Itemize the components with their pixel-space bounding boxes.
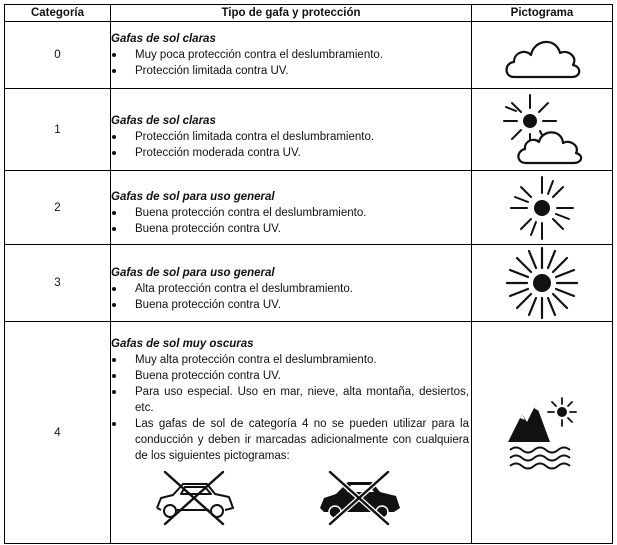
bullet-list bbox=[111, 281, 471, 313]
header-type: Tipo de gafa y protección bbox=[111, 5, 472, 22]
description-cell bbox=[111, 322, 472, 544]
no-driving-outline-car-icon bbox=[151, 468, 237, 528]
header-row bbox=[5, 5, 613, 22]
category-title: Gafas de sol claras bbox=[111, 114, 216, 127]
sunglasses-category-table bbox=[4, 4, 613, 544]
no-driving-filled-car-icon bbox=[316, 468, 402, 528]
pictogram-cell bbox=[472, 322, 613, 544]
header-category: Categoría bbox=[5, 5, 111, 22]
list-item: Las gafas de sol de categoría 4 no se pueden utilizar para la conducción y deben ir marcadas adicionalmente con cualquiera de los siguientes pictogramas: bbox=[111, 416, 471, 464]
mountain-sun-water-icon bbox=[504, 396, 580, 470]
list-item: Muy alta protección contra el deslumbramiento. bbox=[111, 352, 471, 368]
pictogram-cell bbox=[472, 89, 613, 171]
sun-strong-icon bbox=[504, 246, 580, 320]
description-cell bbox=[111, 89, 472, 171]
category-cell: 4 bbox=[5, 322, 111, 544]
sun-small-icon bbox=[507, 173, 577, 243]
no-driving-pictograms bbox=[111, 466, 471, 530]
description-cell bbox=[111, 171, 472, 245]
table-row bbox=[5, 322, 613, 544]
description-cell bbox=[111, 245, 472, 322]
header-pictogram: Pictograma bbox=[472, 5, 613, 22]
list-item: Protección limitada contra el deslumbramiento. bbox=[111, 129, 471, 145]
category-title: Gafas de sol para uso general bbox=[111, 267, 275, 279]
list-item: Para uso especial. Uso en mar, nieve, alta montaña, desiertos, etc. bbox=[111, 384, 471, 416]
list-item: Alta protección contra el deslumbramiento. bbox=[111, 281, 471, 297]
sun-behind-cloud-icon bbox=[500, 91, 584, 169]
category-title: Gafas de sol muy oscuras bbox=[111, 337, 254, 350]
table-row bbox=[5, 22, 613, 89]
list-item: Buena protección contra UV. bbox=[111, 368, 471, 384]
cloud-icon bbox=[502, 27, 582, 83]
list-item: Buena protección contra UV. bbox=[111, 297, 471, 313]
category-cell: 3 bbox=[5, 245, 111, 322]
category-cell: 0 bbox=[5, 22, 111, 89]
bullet-list bbox=[111, 129, 471, 161]
list-item: Protección limitada contra UV. bbox=[111, 63, 471, 79]
category-title: Gafas de sol para uso general bbox=[111, 190, 275, 203]
table-row bbox=[5, 89, 613, 171]
bullet-list bbox=[111, 205, 471, 237]
pictogram-cell bbox=[472, 22, 613, 89]
bullet-list bbox=[111, 47, 471, 79]
description-cell bbox=[111, 22, 472, 89]
category-title: Gafas de sol claras bbox=[111, 33, 216, 45]
category-cell: 2 bbox=[5, 171, 111, 245]
table-row bbox=[5, 171, 613, 245]
list-item: Muy poca protección contra el deslumbramiento. bbox=[111, 47, 471, 63]
list-item: Buena protección contra UV. bbox=[111, 221, 471, 237]
pictogram-cell bbox=[472, 245, 613, 322]
pictogram-cell bbox=[472, 171, 613, 245]
list-item: Protección moderada contra UV. bbox=[111, 145, 471, 161]
category-cell: 1 bbox=[5, 89, 111, 171]
bullet-list bbox=[111, 352, 471, 464]
table-row bbox=[5, 245, 613, 322]
list-item: Buena protección contra el deslumbramiento. bbox=[111, 205, 471, 221]
